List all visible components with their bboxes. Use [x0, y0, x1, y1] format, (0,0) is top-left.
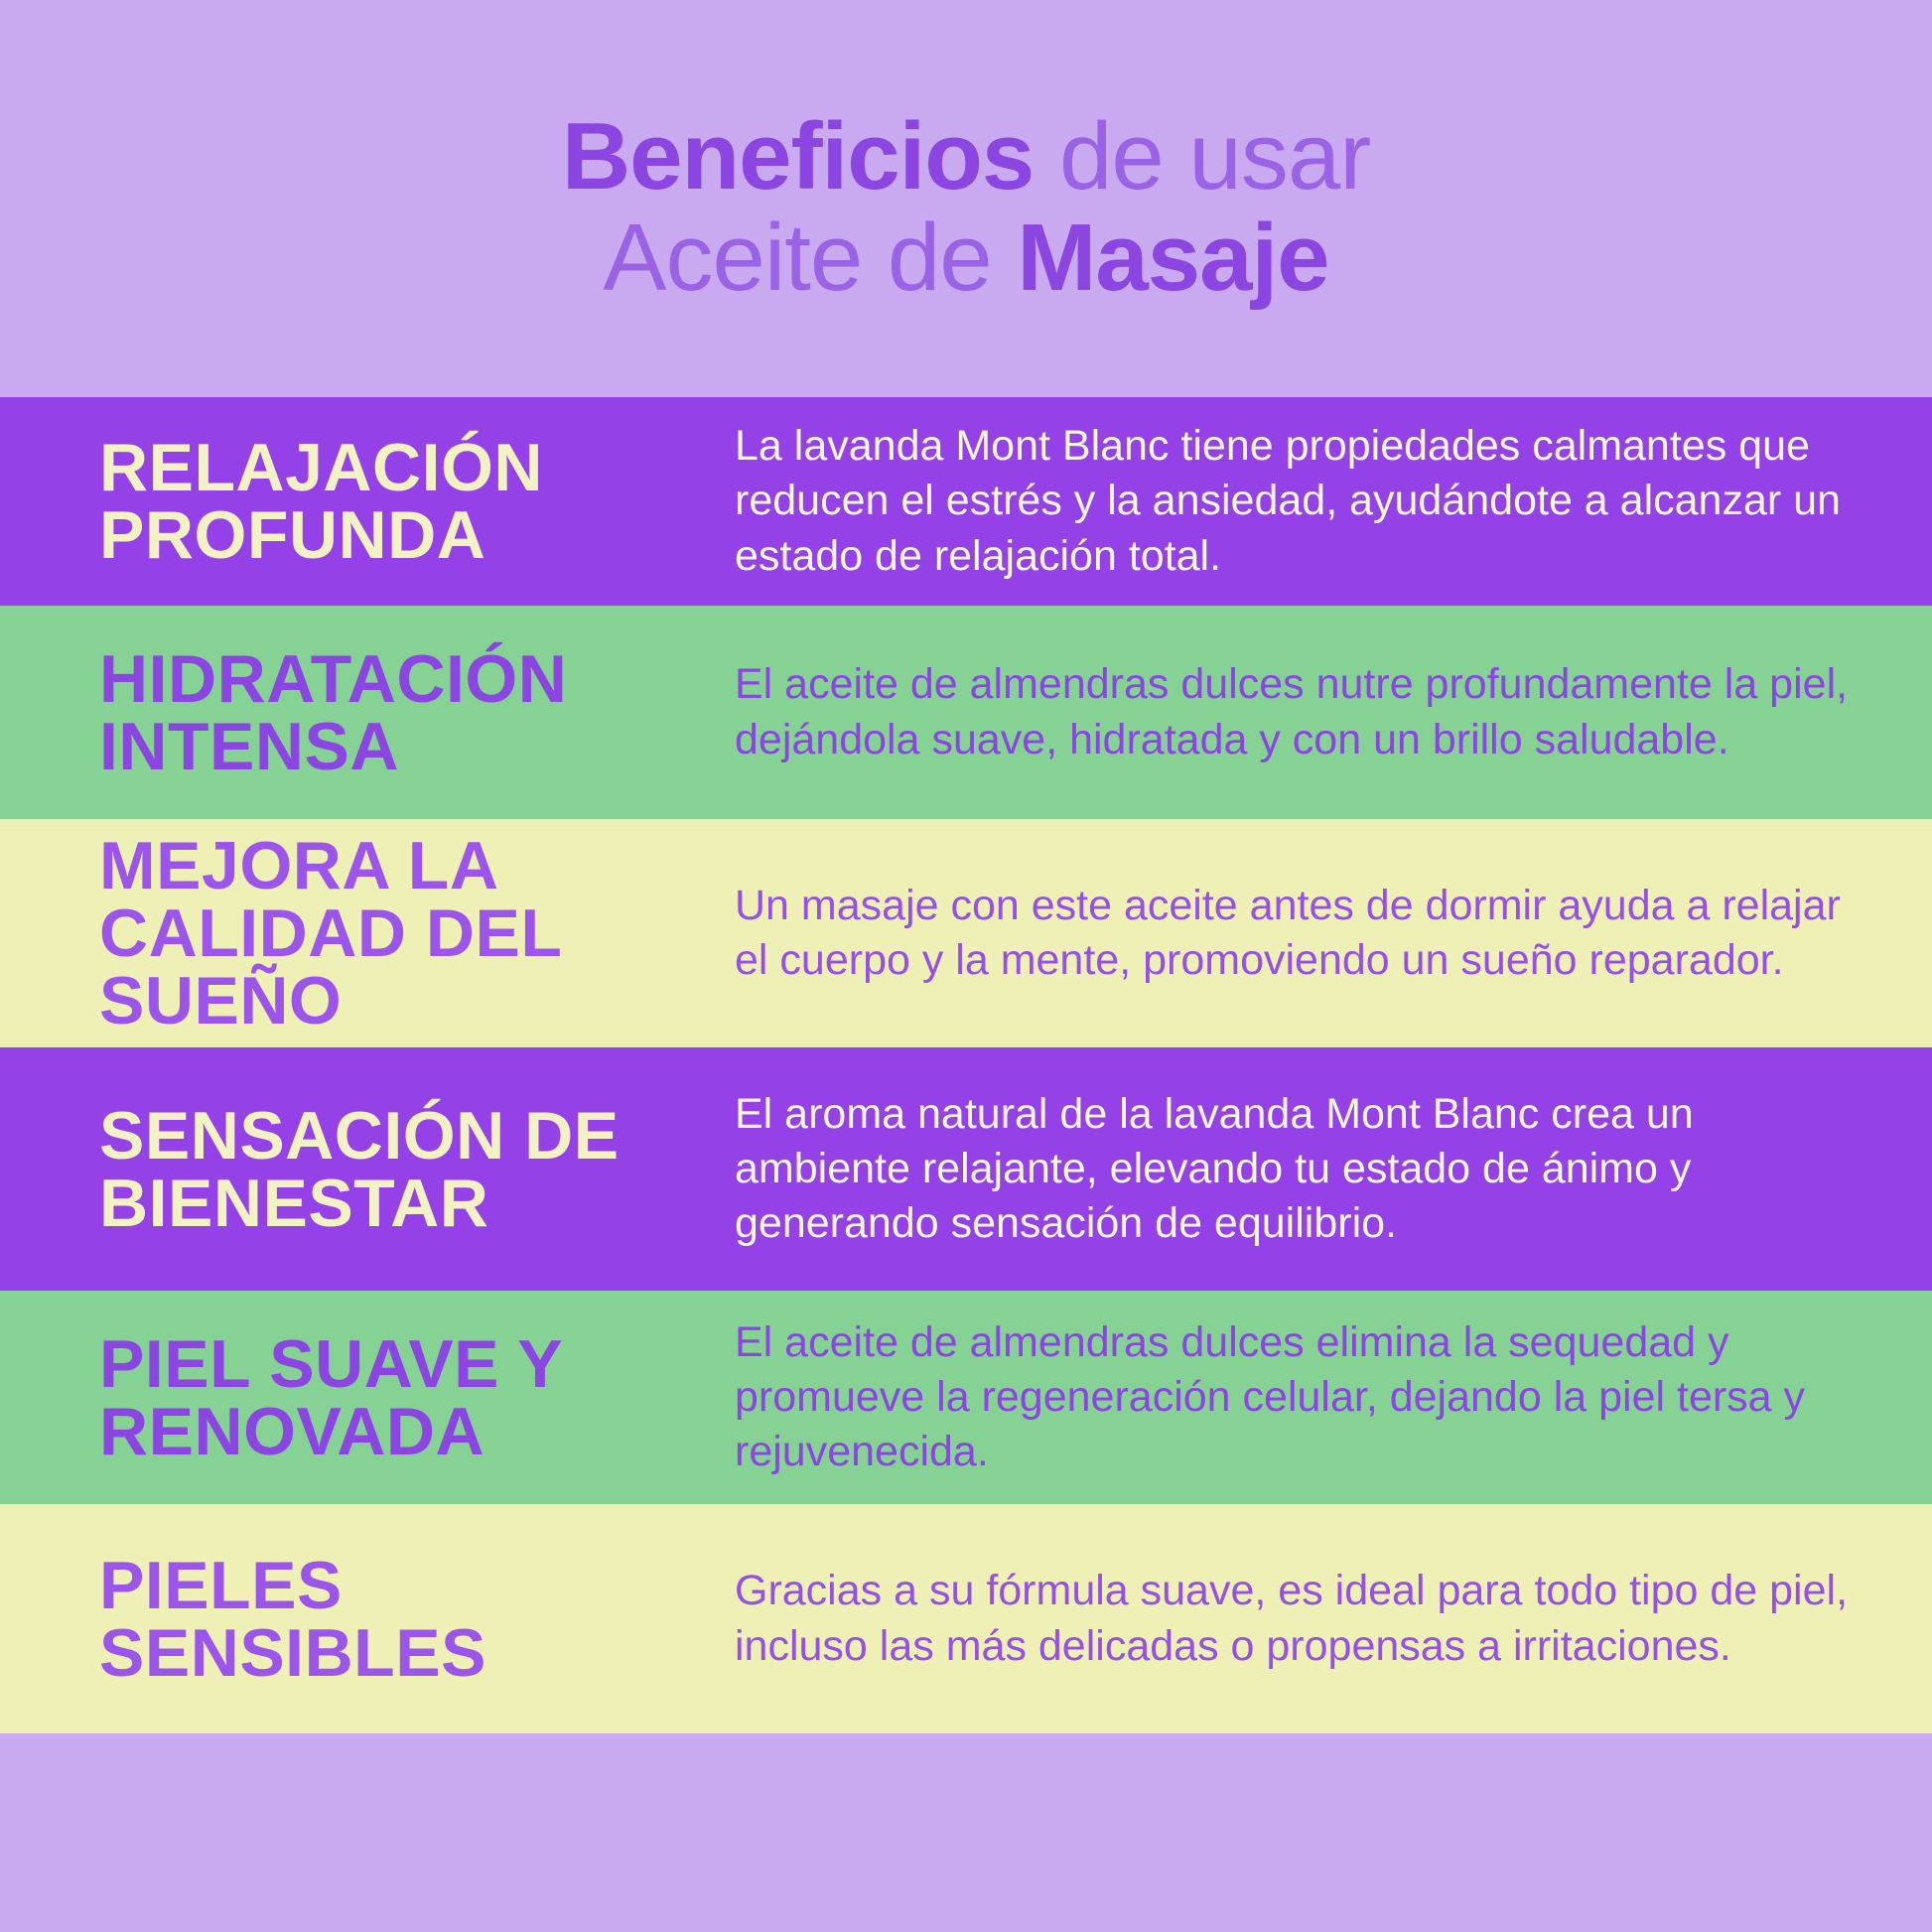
- benefit-description: El aceite de almendras dulces nutre profundamente la piel, dejándola suave, hidratada y con un brillo saludable.: [735, 660, 1849, 763]
- benefit-row-pieles-sensibles: [0, 1504, 1932, 1733]
- benefit-title: MEJORA LA CALIDAD DEL SUEÑO: [99, 828, 562, 1038]
- benefit-description: La lavanda Mont Blanc tiene propiedades calmantes que reducen el estrés y la ansiedad, ayudándote a alcanzar un estado de relajación total.: [735, 422, 1841, 580]
- benefit-description: El aroma natural de la lavanda Mont Blanc crea un ambiente relajante, elevando tu estado de ánimo y generando sensación de equilibrio.: [735, 1089, 1694, 1248]
- benefit-title: PIELES SENSIBLES: [99, 1547, 486, 1691]
- benefit-row-calidad-del-sueno: [0, 819, 1932, 1047]
- benefit-title: RELAJACIÓN PROFUNDA: [99, 430, 544, 573]
- benefit-description: El aceite de almendras dulces elimina la sequedad y promueve la regeneración celular, dejando la piel tersa y rejuvenecida.: [735, 1317, 1806, 1476]
- title-words-aceite-de: Aceite de: [603, 205, 1018, 311]
- benefit-title: PIEL SUAVE Y RENOVADA: [99, 1325, 562, 1469]
- benefit-title: HIDRATACIÓN INTENSA: [99, 640, 568, 784]
- page-title-line-2: [603, 207, 1328, 309]
- benefit-row-piel-suave-y-renovada: [0, 1291, 1932, 1504]
- poster-header: [0, 0, 1932, 397]
- benefit-title: SENSACIÓN DE BIENESTAR: [99, 1097, 620, 1241]
- title-word-beneficios: Beneficios: [561, 103, 1035, 210]
- benefit-row-hidratacion-intensa: [0, 606, 1932, 819]
- benefits-list: [0, 397, 1932, 1932]
- page-title-line-1: [561, 103, 1371, 210]
- title-words-de-usar: de usar: [1034, 103, 1371, 210]
- title-word-masaje: Masaje: [1017, 205, 1329, 311]
- benefit-description: Un masaje con este aceite antes de dormir ayuda a relajar el cuerpo y la mente, promoviendo un sueño reparador.: [735, 881, 1841, 984]
- benefit-description: Gracias a su fórmula suave, es ideal para todo tipo de piel, incluso las más delicadas o propensas a irritaciones.: [735, 1567, 1849, 1670]
- benefit-row-relajacion-profunda: [0, 397, 1932, 606]
- benefit-row-sensacion-de-bienestar: [0, 1047, 1932, 1291]
